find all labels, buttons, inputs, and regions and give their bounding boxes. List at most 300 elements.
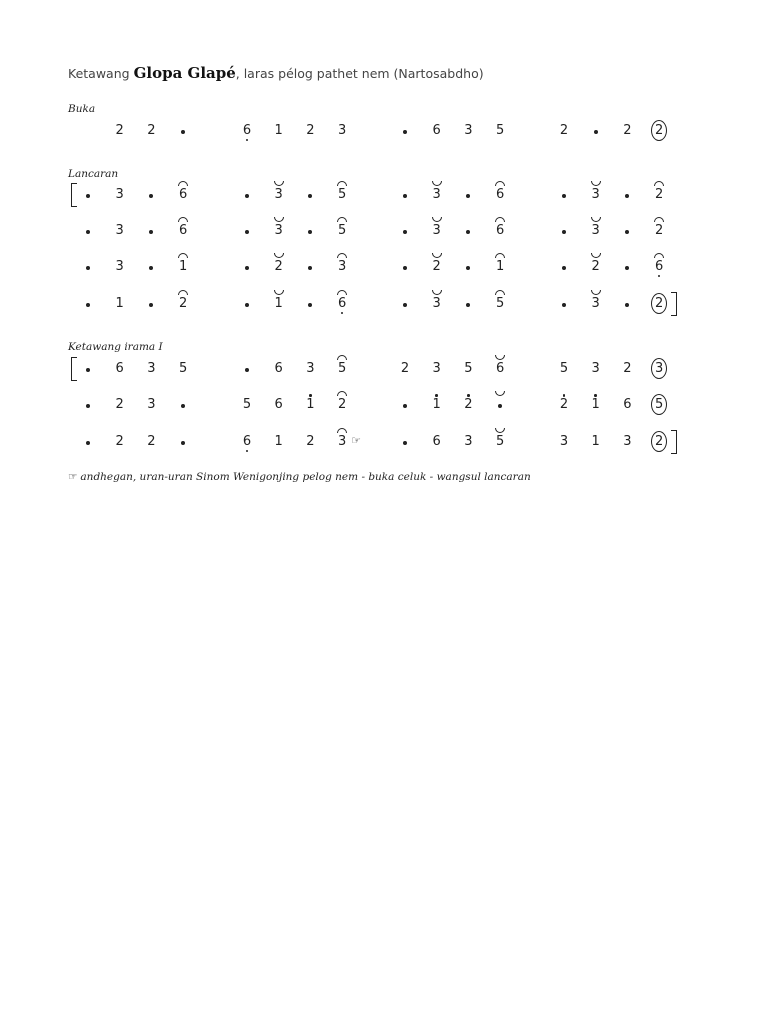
rest-dot — [149, 266, 153, 270]
kempul-mark-icon — [495, 290, 505, 295]
notation-row — [0, 219, 768, 243]
note-number: 2 — [623, 123, 632, 138]
beat — [616, 292, 638, 316]
rest-dot — [149, 303, 153, 307]
note-number: 5 — [655, 397, 663, 413]
note-number: 6 — [243, 123, 251, 139]
beat — [616, 183, 638, 207]
rest-dot — [594, 130, 598, 134]
note-number: 3 — [559, 434, 569, 449]
note-number: 3 — [592, 223, 600, 239]
beat — [616, 357, 638, 381]
beat — [426, 219, 448, 243]
high-octave-dot-icon — [309, 394, 312, 397]
notation-row — [0, 393, 768, 417]
kempul-mark-icon — [337, 290, 347, 295]
note-number: 3 — [147, 361, 156, 376]
rest-dot — [308, 266, 312, 270]
beat — [553, 292, 575, 316]
beat — [585, 393, 607, 417]
kempul-mark-icon — [337, 391, 347, 396]
note-number: 2 — [655, 434, 663, 450]
kenong-mark-icon — [432, 290, 442, 295]
beat — [489, 430, 511, 454]
beat — [268, 357, 290, 381]
rest-dot — [86, 266, 90, 270]
rest-dot — [466, 194, 470, 198]
beat — [331, 119, 353, 143]
beat — [457, 292, 479, 316]
note-number: 5 — [464, 361, 473, 376]
note-number: 6 — [496, 187, 504, 203]
kenong-mark-icon — [432, 253, 442, 258]
beat — [331, 357, 353, 381]
beat — [616, 255, 638, 279]
beat — [299, 430, 321, 454]
note-number: 1 — [115, 296, 124, 311]
note-number: 2 — [115, 397, 124, 412]
high-octave-dot-icon — [435, 394, 438, 397]
beat — [394, 183, 416, 207]
beat — [109, 219, 131, 243]
rest-dot — [86, 404, 90, 408]
beat — [236, 219, 258, 243]
beat — [172, 119, 194, 143]
high-octave-dot-icon — [563, 394, 566, 397]
low-octave-dot-icon — [246, 450, 249, 453]
kempul-mark-icon — [337, 217, 347, 222]
note-number: 6 — [179, 187, 187, 203]
rest-dot — [403, 230, 407, 234]
beat — [489, 255, 511, 279]
beat — [236, 183, 258, 207]
note-number: 2 — [655, 123, 663, 139]
note-number: 5 — [496, 434, 504, 450]
rest-dot — [86, 194, 90, 198]
beat — [426, 357, 448, 381]
beat — [585, 292, 607, 316]
beat — [489, 183, 511, 207]
beat — [268, 292, 290, 316]
beat — [426, 255, 448, 279]
rest-dot — [625, 303, 629, 307]
beat — [585, 357, 607, 381]
beat — [268, 219, 290, 243]
beat — [331, 219, 353, 243]
kenong-mark-icon — [495, 391, 505, 396]
beat — [140, 430, 162, 454]
beat — [299, 393, 321, 417]
kempul-mark-icon — [495, 181, 505, 186]
beat — [489, 292, 511, 316]
beat — [394, 430, 416, 454]
beat — [585, 430, 607, 454]
kempul-mark-icon — [337, 181, 347, 186]
rest-dot — [149, 194, 153, 198]
note-number: 2 — [655, 223, 663, 239]
note-number: 3 — [275, 223, 283, 239]
note-number: 5 — [496, 296, 504, 312]
note-number: 3 — [337, 123, 347, 138]
note-number: 2 — [400, 361, 410, 376]
rest-dot — [625, 266, 629, 270]
note-number: 2 — [338, 397, 346, 413]
rest-dot — [403, 303, 407, 307]
note-number: 2 — [306, 434, 315, 449]
beat — [172, 255, 194, 279]
beat — [299, 219, 321, 243]
note-number: 5 — [559, 361, 569, 376]
beat — [616, 430, 638, 454]
beat — [268, 183, 290, 207]
beat — [236, 255, 258, 279]
beat — [140, 393, 162, 417]
note-number: 6 — [432, 123, 441, 138]
beat — [172, 357, 194, 381]
beat — [331, 255, 353, 279]
note-number: 5 — [495, 123, 505, 138]
beat — [331, 292, 353, 316]
rest-dot — [562, 266, 566, 270]
beat — [553, 357, 575, 381]
rest-dot — [466, 303, 470, 307]
note-number: 6 — [655, 259, 663, 275]
rest-dot — [562, 194, 566, 198]
beat — [648, 430, 670, 454]
beat — [172, 292, 194, 316]
beat — [648, 255, 670, 279]
kenong-mark-icon — [591, 290, 601, 295]
beat — [77, 430, 99, 454]
kenong-mark-icon — [495, 428, 505, 433]
note-number: 3 — [623, 434, 632, 449]
rest-dot — [403, 404, 407, 408]
rest-dot — [86, 230, 90, 234]
piece-name: Glopa Glapé — [133, 64, 236, 82]
notation-row — [0, 183, 768, 207]
pointing-hand-icon: ☞ — [351, 434, 361, 447]
note-number: 2 — [275, 259, 283, 275]
rest-dot — [245, 266, 249, 270]
repeat-close-bracket — [671, 292, 677, 316]
beat — [648, 292, 670, 316]
note-number: 3 — [655, 361, 663, 377]
gong-circle-icon — [651, 120, 667, 141]
note-number: 2 — [147, 123, 156, 138]
rest-dot — [245, 303, 249, 307]
gong-circle-icon — [651, 431, 667, 452]
beat — [140, 119, 162, 143]
beat — [172, 393, 194, 417]
beat — [77, 255, 99, 279]
beat — [77, 357, 99, 381]
note-number: 3 — [464, 123, 473, 138]
rest-dot — [562, 303, 566, 307]
note-number: 6 — [496, 361, 504, 377]
rest-dot — [86, 303, 90, 307]
beat — [394, 357, 416, 381]
note-number: 3 — [115, 223, 124, 238]
note-number: 5 — [338, 361, 346, 377]
beat — [553, 430, 575, 454]
rest-dot — [403, 194, 407, 198]
beat — [553, 119, 575, 143]
beat — [268, 255, 290, 279]
rest-dot — [562, 230, 566, 234]
kenong-mark-icon — [591, 253, 601, 258]
note-number: 3 — [338, 259, 346, 275]
high-octave-dot-icon — [467, 394, 470, 397]
rest-dot — [149, 230, 153, 234]
beat — [457, 393, 479, 417]
kempul-mark-icon — [654, 217, 664, 222]
low-octave-dot-icon — [341, 312, 344, 315]
beat — [77, 183, 99, 207]
beat — [457, 183, 479, 207]
beat — [299, 255, 321, 279]
beat — [489, 393, 511, 417]
note-number: 6 — [338, 296, 346, 312]
note-number: 5 — [338, 187, 346, 203]
kempul-mark-icon — [178, 217, 188, 222]
beat — [616, 119, 638, 143]
kempul-mark-icon — [337, 253, 347, 258]
kenong-mark-icon — [274, 290, 284, 295]
rest-dot — [86, 368, 90, 372]
beat — [140, 292, 162, 316]
kenong-mark-icon — [432, 217, 442, 222]
repeat-close-bracket — [671, 430, 677, 454]
beat — [394, 393, 416, 417]
note-number: 6 — [496, 223, 504, 239]
beat — [585, 255, 607, 279]
note-number: 2 — [306, 123, 315, 138]
rest-dot — [498, 404, 502, 408]
rest-dot — [308, 303, 312, 307]
beat — [268, 393, 290, 417]
beat — [268, 430, 290, 454]
beat — [77, 393, 99, 417]
beat — [648, 219, 670, 243]
beat — [299, 357, 321, 381]
note-number: 2 — [560, 397, 568, 413]
rest-dot — [181, 130, 185, 134]
notation-row — [0, 357, 768, 381]
note-number: 3 — [275, 187, 283, 203]
page-title — [68, 64, 484, 82]
kenong-mark-icon — [274, 181, 284, 186]
beat — [172, 219, 194, 243]
beat — [109, 430, 131, 454]
rest-dot — [625, 230, 629, 234]
beat — [585, 219, 607, 243]
beat — [109, 292, 131, 316]
beat — [553, 219, 575, 243]
note-number: 1 — [179, 259, 187, 275]
low-octave-dot-icon — [246, 139, 249, 142]
kempul-mark-icon — [495, 217, 505, 222]
beat — [331, 430, 361, 454]
beat — [616, 393, 638, 417]
rest-dot — [245, 368, 249, 372]
kempul-mark-icon — [495, 253, 505, 258]
rest-dot — [625, 194, 629, 198]
gong-circle-icon — [651, 358, 667, 379]
kenong-mark-icon — [495, 355, 505, 360]
kenong-mark-icon — [591, 181, 601, 186]
kempul-mark-icon — [178, 290, 188, 295]
beat — [394, 292, 416, 316]
notation-row — [0, 430, 768, 454]
beat — [109, 183, 131, 207]
rest-dot — [403, 130, 407, 134]
beat — [236, 119, 258, 143]
beat — [331, 183, 353, 207]
beat — [394, 119, 416, 143]
beat — [109, 255, 131, 279]
beat — [236, 393, 258, 417]
beat — [299, 119, 321, 143]
beat — [648, 393, 670, 417]
footnote — [68, 471, 531, 483]
note-number: 2 — [433, 259, 441, 275]
note-number: 1 — [591, 434, 600, 449]
kempul-mark-icon — [654, 181, 664, 186]
notation-row — [0, 292, 768, 316]
beat — [648, 357, 670, 381]
beat — [268, 119, 290, 143]
kenong-mark-icon — [432, 181, 442, 186]
note-number: 3 — [592, 187, 600, 203]
beat — [489, 357, 511, 381]
beat — [457, 430, 479, 454]
rest-dot — [308, 230, 312, 234]
rest-dot — [245, 230, 249, 234]
rest-dot — [466, 230, 470, 234]
note-number: 2 — [115, 434, 124, 449]
beat — [236, 292, 258, 316]
beat — [109, 393, 131, 417]
note-number: 2 — [623, 361, 632, 376]
beat — [109, 357, 131, 381]
rest-dot — [86, 441, 90, 445]
footnote-text: andhegan, uran-uran Sinom Wenigonjing pelog nem - buka celuk - wangsul lancaran — [80, 471, 531, 483]
beat — [299, 183, 321, 207]
beat — [457, 119, 479, 143]
kempul-mark-icon — [178, 253, 188, 258]
note-number: 3 — [432, 361, 441, 376]
beat — [648, 119, 670, 143]
note-number: 3 — [115, 259, 124, 274]
gong-circle-icon — [651, 293, 667, 314]
kempul-mark-icon — [337, 355, 347, 360]
rest-dot — [245, 194, 249, 198]
rest-dot — [181, 441, 185, 445]
beat — [299, 292, 321, 316]
beat — [457, 357, 479, 381]
title-prefix: Ketawang — [68, 66, 130, 81]
note-number: 1 — [274, 123, 283, 138]
note-number: 3 — [591, 361, 600, 376]
rest-dot — [403, 266, 407, 270]
beat — [394, 255, 416, 279]
beat — [236, 357, 258, 381]
note-number: 6 — [623, 397, 632, 412]
beat — [77, 292, 99, 316]
note-number: 3 — [433, 223, 441, 239]
section-label-ketawang: Ketawang irama I — [68, 341, 163, 353]
gong-circle-icon — [651, 394, 667, 415]
note-number: 3 — [433, 296, 441, 312]
beat — [394, 219, 416, 243]
note-number: 2 — [559, 123, 569, 138]
note-number: 6 — [243, 434, 251, 450]
note-number: 3 — [115, 187, 124, 202]
note-number: 2 — [592, 259, 600, 275]
note-number: 3 — [464, 434, 473, 449]
kempul-mark-icon — [178, 181, 188, 186]
note-number: 1 — [275, 296, 283, 312]
note-number: 2 — [655, 296, 663, 312]
title-suffix: , laras pélog pathet nem (Nartosabdho) — [235, 66, 484, 81]
beat — [457, 219, 479, 243]
note-number: 6 — [432, 434, 441, 449]
note-number: 1 — [274, 434, 283, 449]
beat — [426, 430, 448, 454]
note-number: 2 — [655, 187, 663, 203]
beat — [426, 183, 448, 207]
note-number: 3 — [147, 397, 156, 412]
pointing-hand-icon: ☞ — [68, 471, 78, 483]
section-label-lancaran: Lancaran — [68, 168, 119, 180]
note-number: 3 — [306, 361, 315, 376]
note-number: 1 — [433, 397, 441, 413]
note-number: 5 — [338, 223, 346, 239]
rest-dot — [403, 441, 407, 445]
note-number: 3 — [433, 187, 441, 203]
kenong-mark-icon — [274, 217, 284, 222]
beat — [140, 357, 162, 381]
note-number: 5 — [178, 361, 188, 376]
beat — [236, 430, 258, 454]
note-number: 6 — [274, 361, 283, 376]
note-number: 6 — [115, 361, 124, 376]
note-number: 2 — [464, 397, 472, 413]
beat — [585, 119, 607, 143]
beat — [426, 292, 448, 316]
low-octave-dot-icon — [658, 275, 661, 278]
note-number: 5 — [242, 397, 252, 412]
notation-row — [0, 119, 768, 143]
note-number: 3 — [338, 434, 346, 450]
rest-dot — [308, 194, 312, 198]
beat — [109, 119, 131, 143]
rest-dot — [181, 404, 185, 408]
note-number: 2 — [115, 123, 124, 138]
note-number: 1 — [496, 259, 504, 275]
beat — [140, 255, 162, 279]
beat — [140, 183, 162, 207]
beat — [140, 219, 162, 243]
high-octave-dot-icon — [594, 394, 597, 397]
beat — [426, 119, 448, 143]
kenong-mark-icon — [591, 217, 601, 222]
kempul-mark-icon — [654, 253, 664, 258]
beat — [585, 183, 607, 207]
kenong-mark-icon — [274, 253, 284, 258]
section-label-buka: Buka — [68, 103, 96, 115]
beat — [489, 219, 511, 243]
